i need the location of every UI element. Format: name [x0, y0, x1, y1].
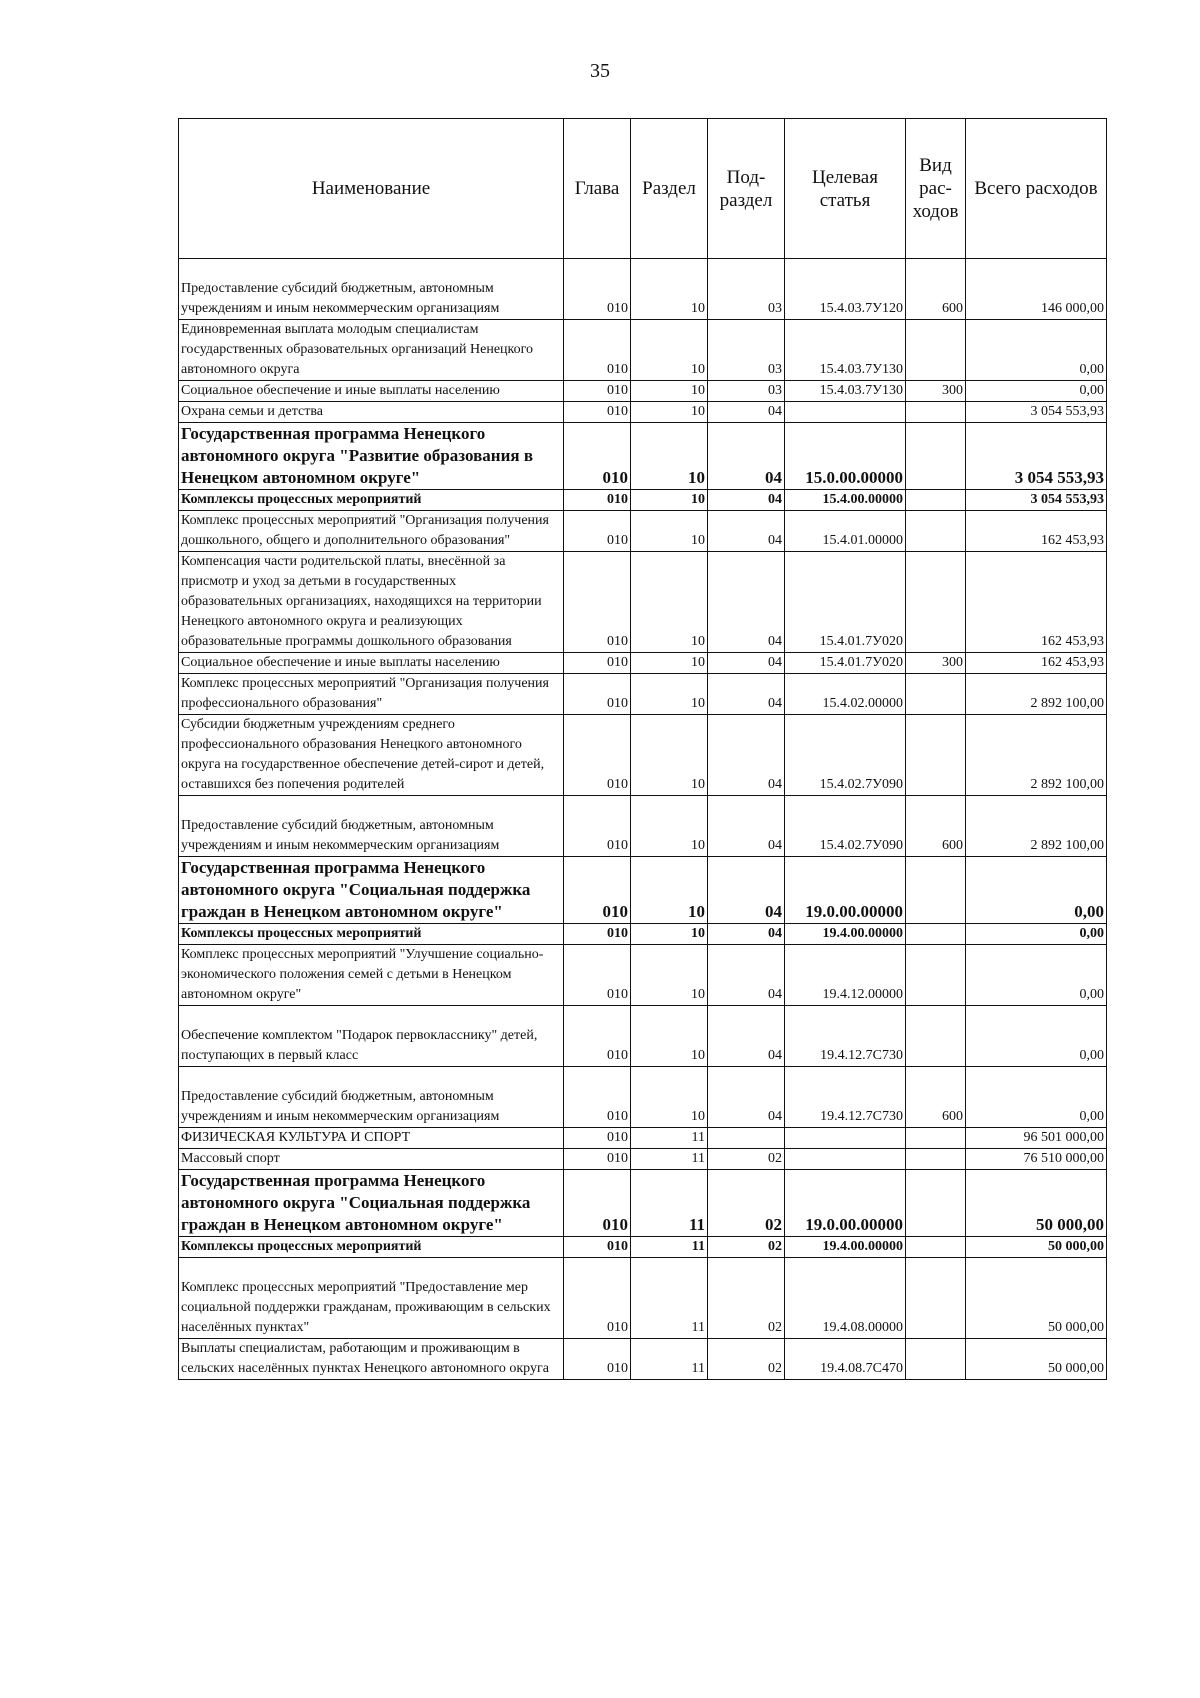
- table-row: [179, 924, 1107, 945]
- cell-statya: [785, 1128, 906, 1149]
- cell-podrazdel: 04: [708, 796, 785, 857]
- cell-total: 3 054 553,93: [966, 490, 1107, 511]
- cell-name: Обеспечение комплектом "Подарок первокласснику" детей, поступающих в первый класс: [179, 1006, 564, 1067]
- cell-podrazdel: 04: [708, 674, 785, 715]
- cell-statya: 15.4.03.7У120: [785, 259, 906, 320]
- cell-glava: 010: [564, 796, 631, 857]
- cell-statya: 15.4.03.7У130: [785, 320, 906, 381]
- cell-glava: 010: [564, 857, 631, 924]
- cell-name: ФИЗИЧЕСКАЯ КУЛЬТУРА И СПОРТ: [179, 1128, 564, 1149]
- header-name: Наименование: [179, 119, 564, 259]
- cell-razdel: 10: [631, 1067, 708, 1128]
- cell-total: 162 453,93: [966, 511, 1107, 552]
- cell-glava: 010: [564, 1149, 631, 1170]
- table-row: [179, 1170, 1107, 1237]
- cell-statya: 15.0.00.00000: [785, 423, 906, 490]
- header-podrazdel: Под-раздел: [708, 119, 785, 259]
- budget-table: [178, 118, 1107, 1380]
- cell-razdel: 10: [631, 1006, 708, 1067]
- cell-statya: 15.4.02.7У090: [785, 796, 906, 857]
- cell-razdel: 10: [631, 552, 708, 653]
- cell-podrazdel: 02: [708, 1149, 785, 1170]
- cell-razdel: 10: [631, 924, 708, 945]
- cell-statya: 15.4.01.7У020: [785, 552, 906, 653]
- cell-podrazdel: 04: [708, 1067, 785, 1128]
- table-row: [179, 1237, 1107, 1258]
- cell-name: Социальное обеспечение и иные выплаты населению: [179, 653, 564, 674]
- cell-vid: [906, 715, 966, 796]
- cell-vid: [906, 490, 966, 511]
- cell-vid: [906, 402, 966, 423]
- cell-vid: [906, 552, 966, 653]
- cell-razdel: 11: [631, 1149, 708, 1170]
- cell-statya: 15.4.01.7У020: [785, 653, 906, 674]
- cell-glava: 010: [564, 924, 631, 945]
- cell-name: Комплексы процессных мероприятий: [179, 490, 564, 511]
- cell-name: Субсидии бюджетным учреждениям среднего профессионального образования Ненецкого автономного округа на государственное обеспечение детей-сирот и детей, оставшихся без попечения родителей: [179, 715, 564, 796]
- cell-total: 2 892 100,00: [966, 715, 1107, 796]
- cell-vid: 300: [906, 381, 966, 402]
- page-number: 35: [590, 60, 610, 82]
- table-row: [179, 653, 1107, 674]
- cell-razdel: 11: [631, 1237, 708, 1258]
- cell-razdel: 10: [631, 674, 708, 715]
- cell-total: 96 501 000,00: [966, 1128, 1107, 1149]
- cell-name: Государственная программа Ненецкого автономного округа "Развитие образования в Ненецком автономном округе": [179, 423, 564, 490]
- cell-glava: 010: [564, 653, 631, 674]
- cell-name: Государственная программа Ненецкого автономного округа "Социальная поддержка граждан в Ненецком автономном округе": [179, 1170, 564, 1237]
- cell-vid: [906, 320, 966, 381]
- cell-statya: 19.4.12.7С730: [785, 1006, 906, 1067]
- cell-statya: 19.4.00.00000: [785, 1237, 906, 1258]
- cell-razdel: 10: [631, 715, 708, 796]
- table-row: [179, 381, 1107, 402]
- cell-glava: 010: [564, 945, 631, 1006]
- cell-statya: 19.4.08.7С470: [785, 1339, 906, 1380]
- cell-razdel: 10: [631, 653, 708, 674]
- table-row: [179, 796, 1107, 857]
- cell-podrazdel: 04: [708, 402, 785, 423]
- cell-podrazdel: 04: [708, 490, 785, 511]
- cell-name: Выплаты специалистам, работающим и проживающим в сельских населённых пунктах Ненецкого автономного округа: [179, 1339, 564, 1380]
- cell-razdel: 10: [631, 511, 708, 552]
- cell-vid: [906, 1149, 966, 1170]
- cell-statya: 19.4.00.00000: [785, 924, 906, 945]
- cell-name: Комплекс процессных мероприятий "Организация получения профессионального образования": [179, 674, 564, 715]
- cell-total: 76 510 000,00: [966, 1149, 1107, 1170]
- table-row: [179, 945, 1107, 1006]
- cell-statya: 19.4.12.7С730: [785, 1067, 906, 1128]
- cell-vid: [906, 674, 966, 715]
- cell-name: Охрана семьи и детства: [179, 402, 564, 423]
- cell-total: 162 453,93: [966, 653, 1107, 674]
- cell-total: 2 892 100,00: [966, 674, 1107, 715]
- cell-podrazdel: 04: [708, 653, 785, 674]
- table-row: [179, 402, 1107, 423]
- table-row: [179, 1339, 1107, 1380]
- cell-vid: [906, 511, 966, 552]
- cell-total: 0,00: [966, 1067, 1107, 1128]
- cell-glava: 010: [564, 1258, 631, 1339]
- cell-podrazdel: 04: [708, 945, 785, 1006]
- table-row: [179, 259, 1107, 320]
- cell-razdel: 10: [631, 945, 708, 1006]
- table-row: [179, 423, 1107, 490]
- cell-glava: 010: [564, 1237, 631, 1258]
- cell-vid: [906, 1006, 966, 1067]
- cell-podrazdel: 02: [708, 1258, 785, 1339]
- cell-glava: 010: [564, 402, 631, 423]
- cell-podrazdel: 04: [708, 511, 785, 552]
- cell-name: Комплекс процессных мероприятий "Предоставление мер социальной поддержки гражданам, проживающим в сельских населённых пунктах": [179, 1258, 564, 1339]
- cell-total: 0,00: [966, 945, 1107, 1006]
- cell-razdel: 10: [631, 381, 708, 402]
- cell-glava: 010: [564, 423, 631, 490]
- cell-name: Компенсация части родительской платы, внесённой за присмотр и уход за детьми в государственных образовательных организациях, находящихся на территории Ненецкого автономного округа и реализующих образовательные программы дошкольного образования: [179, 552, 564, 653]
- table-row: [179, 1149, 1107, 1170]
- cell-glava: 010: [564, 674, 631, 715]
- table-row: [179, 715, 1107, 796]
- cell-vid: [906, 1258, 966, 1339]
- table-row: [179, 511, 1107, 552]
- cell-name: Единовременная выплата молодым специалистам государственных образовательных организаций Ненецкого автономного округа: [179, 320, 564, 381]
- table-row: [179, 320, 1107, 381]
- cell-total: 3 054 553,93: [966, 423, 1107, 490]
- header-statya: Целевая статья: [785, 119, 906, 259]
- cell-statya: 15.4.00.00000: [785, 490, 906, 511]
- cell-total: 0,00: [966, 381, 1107, 402]
- table-row: [179, 1258, 1107, 1339]
- cell-podrazdel: 04: [708, 1006, 785, 1067]
- cell-statya: [785, 402, 906, 423]
- cell-vid: 600: [906, 796, 966, 857]
- cell-total: 146 000,00: [966, 259, 1107, 320]
- header-total: Всего расходов: [966, 119, 1107, 259]
- cell-glava: 010: [564, 715, 631, 796]
- cell-glava: 010: [564, 381, 631, 402]
- cell-name: Комплекс процессных мероприятий "Улучшение социально-экономического положения семей с детьми в Ненецком автономном округе": [179, 945, 564, 1006]
- cell-glava: 010: [564, 1006, 631, 1067]
- table-header-row: [179, 119, 1107, 259]
- cell-razdel: 11: [631, 1258, 708, 1339]
- cell-podrazdel: 04: [708, 857, 785, 924]
- cell-glava: 010: [564, 552, 631, 653]
- table-row: [179, 1128, 1107, 1149]
- table-row: [179, 857, 1107, 924]
- cell-razdel: 10: [631, 320, 708, 381]
- cell-total: 162 453,93: [966, 552, 1107, 653]
- table-row: [179, 490, 1107, 511]
- cell-total: 0,00: [966, 857, 1107, 924]
- cell-name: Комплексы процессных мероприятий: [179, 1237, 564, 1258]
- cell-statya: 19.0.00.00000: [785, 1170, 906, 1237]
- cell-podrazdel: 04: [708, 715, 785, 796]
- cell-total: 50 000,00: [966, 1237, 1107, 1258]
- cell-statya: 15.4.02.00000: [785, 674, 906, 715]
- cell-razdel: 11: [631, 1170, 708, 1237]
- cell-razdel: 10: [631, 259, 708, 320]
- table-row: [179, 1006, 1107, 1067]
- cell-podrazdel: [708, 1128, 785, 1149]
- cell-glava: 010: [564, 1128, 631, 1149]
- cell-vid: 300: [906, 653, 966, 674]
- cell-glava: 010: [564, 259, 631, 320]
- cell-podrazdel: 04: [708, 552, 785, 653]
- cell-glava: 010: [564, 1067, 631, 1128]
- header-vid: Вид рас-ходов: [906, 119, 966, 259]
- cell-total: 0,00: [966, 924, 1107, 945]
- cell-podrazdel: 03: [708, 381, 785, 402]
- table-row: [179, 552, 1107, 653]
- cell-razdel: 10: [631, 857, 708, 924]
- cell-statya: 15.4.03.7У130: [785, 381, 906, 402]
- table-row: [179, 1067, 1107, 1128]
- cell-vid: [906, 1170, 966, 1237]
- cell-total: 2 892 100,00: [966, 796, 1107, 857]
- cell-total: 50 000,00: [966, 1170, 1107, 1237]
- cell-podrazdel: 02: [708, 1170, 785, 1237]
- cell-name: Предоставление субсидий бюджетным, автономным учреждениям и иным некоммерческим организациям: [179, 259, 564, 320]
- cell-razdel: 10: [631, 490, 708, 511]
- cell-name: Массовый спорт: [179, 1149, 564, 1170]
- cell-statya: 19.4.12.00000: [785, 945, 906, 1006]
- cell-name: Комплекс процессных мероприятий "Организация получения дошкольного, общего и дополнительного образования": [179, 511, 564, 552]
- cell-podrazdel: 02: [708, 1339, 785, 1380]
- table-body: [179, 259, 1107, 1380]
- table-row: [179, 674, 1107, 715]
- cell-podrazdel: 02: [708, 1237, 785, 1258]
- cell-podrazdel: 03: [708, 320, 785, 381]
- cell-total: 3 054 553,93: [966, 402, 1107, 423]
- cell-statya: 19.4.08.00000: [785, 1258, 906, 1339]
- cell-vid: [906, 945, 966, 1006]
- header-glava: Глава: [564, 119, 631, 259]
- cell-total: 50 000,00: [966, 1339, 1107, 1380]
- cell-vid: [906, 1237, 966, 1258]
- header-razdel: Раздел: [631, 119, 708, 259]
- cell-vid: [906, 423, 966, 490]
- cell-name: Предоставление субсидий бюджетным, автономным учреждениям и иным некоммерческим организациям: [179, 1067, 564, 1128]
- cell-statya: 15.4.02.7У090: [785, 715, 906, 796]
- cell-podrazdel: 04: [708, 423, 785, 490]
- cell-total: 0,00: [966, 320, 1107, 381]
- cell-vid: [906, 857, 966, 924]
- cell-glava: 010: [564, 511, 631, 552]
- cell-vid: [906, 924, 966, 945]
- cell-name: Государственная программа Ненецкого автономного округа "Социальная поддержка граждан в Ненецком автономном округе": [179, 857, 564, 924]
- cell-glava: 010: [564, 1339, 631, 1380]
- cell-total: 0,00: [966, 1006, 1107, 1067]
- cell-statya: 19.0.00.00000: [785, 857, 906, 924]
- cell-razdel: 11: [631, 1128, 708, 1149]
- cell-vid: 600: [906, 259, 966, 320]
- cell-razdel: 11: [631, 1339, 708, 1380]
- cell-glava: 010: [564, 1170, 631, 1237]
- cell-glava: 010: [564, 320, 631, 381]
- cell-statya: 15.4.01.00000: [785, 511, 906, 552]
- cell-name: Социальное обеспечение и иные выплаты населению: [179, 381, 564, 402]
- cell-podrazdel: 03: [708, 259, 785, 320]
- cell-razdel: 10: [631, 402, 708, 423]
- cell-razdel: 10: [631, 796, 708, 857]
- cell-podrazdel: 04: [708, 924, 785, 945]
- cell-vid: [906, 1128, 966, 1149]
- cell-statya: [785, 1149, 906, 1170]
- cell-vid: [906, 1339, 966, 1380]
- cell-total: 50 000,00: [966, 1258, 1107, 1339]
- cell-vid: 600: [906, 1067, 966, 1128]
- cell-name: Предоставление субсидий бюджетным, автономным учреждениям и иным некоммерческим организациям: [179, 796, 564, 857]
- cell-razdel: 10: [631, 423, 708, 490]
- cell-name: Комплексы процессных мероприятий: [179, 924, 564, 945]
- cell-glava: 010: [564, 490, 631, 511]
